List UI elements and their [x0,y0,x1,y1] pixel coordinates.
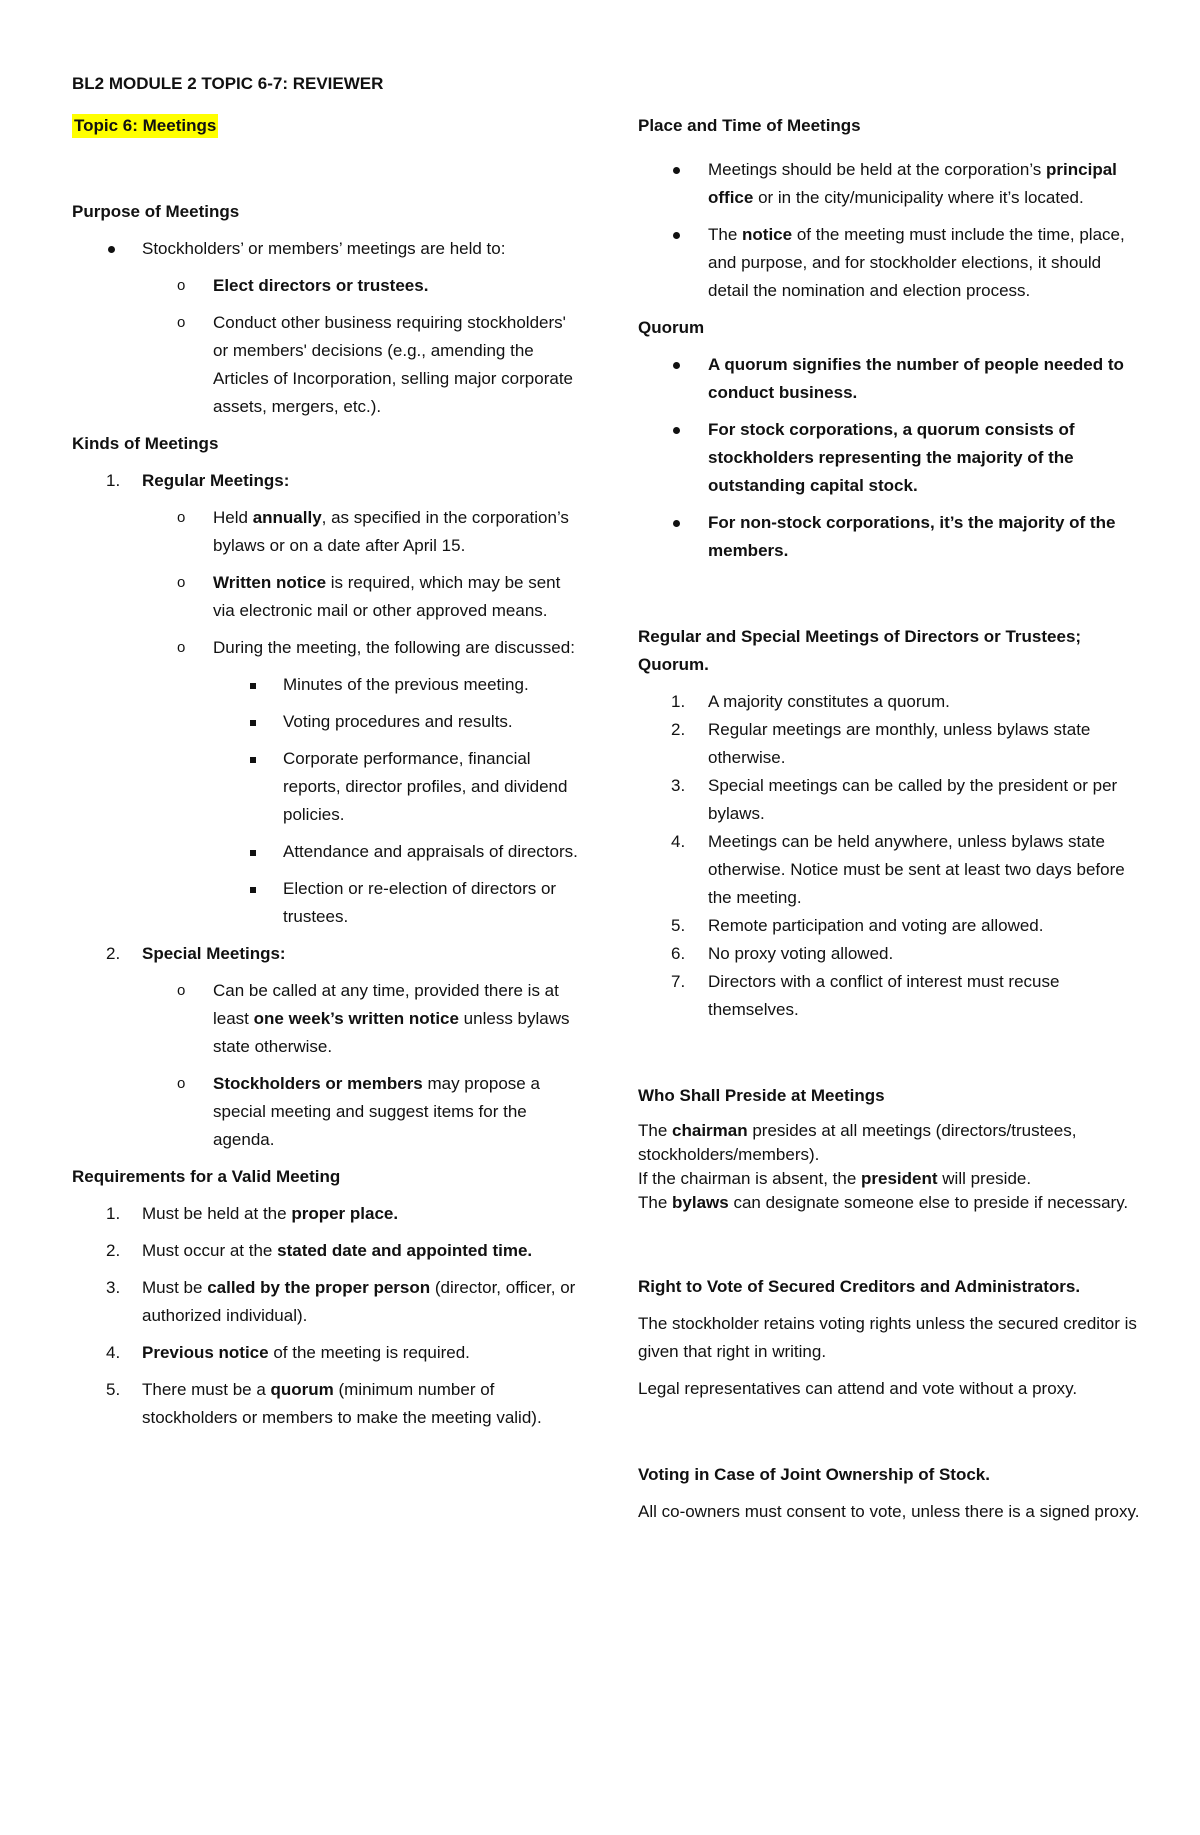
preside-line-1: The chairman presides at all meetings (directors/trustees, stockholders/members). [638,1121,1077,1164]
place-section [638,112,1143,305]
purpose-intro: Stockholders’ or members’ meetings are held to: [142,239,506,258]
joint-section [638,1461,1143,1526]
requirement-item: 1. Must be held at the proper place. [72,1200,582,1228]
circle-bullet-icon: o [177,314,186,331]
quorum-heading: Quorum [638,318,705,337]
special-meetings-item: 2. Special Meetings: [72,940,582,968]
document-title: BL2 MODULE 2 TOPIC 6-7: REVIEWER [72,74,384,93]
secured-section [638,1273,1143,1403]
list-number: 1. [671,692,686,711]
joint-heading: Voting in Case of Joint Ownership of Stock. [638,1465,990,1484]
discussed-item: Corporate performance, financial reports, director profiles, and dividend policies. [283,749,568,824]
secured-paragraph-2: Legal representatives can attend and vote without a proxy. [638,1379,1078,1398]
place-item-2: The notice of the meeting must include the time, place, and purpose, and for stockholder elections, it should detail the nomination and election process. [708,225,1125,300]
list-number: 2. [106,1241,121,1260]
directors-item: 5. Remote participation and voting are allowed. [638,912,1143,940]
left-column [72,112,582,1432]
list-number: 2. [106,944,121,963]
quorum-item: For non-stock corporations, it’s the majority of the members. [708,513,1116,560]
purpose-sub-1: o Elect directors or trustees. [72,272,582,300]
secured-heading: Right to Vote of Secured Creditors and Administrators. [638,1277,1081,1296]
discussed-item: Election or re-election of directors or trustees. [283,879,557,926]
regular-meetings-item: 1. Regular Meetings: [72,467,582,495]
discussed-item: Voting procedures and results. [283,712,513,731]
requirements-heading: Requirements for a Valid Meeting [72,1167,341,1186]
place-heading: Place and Time of Meetings [638,116,861,135]
circle-bullet-icon: o [177,982,186,999]
special-sub-a: o Can be called at any time, provided there is at least one week’s written notice unless bylaws state otherwise. [72,977,582,1061]
list-number: 5. [106,1380,121,1399]
list-number: 1. [106,471,121,490]
directors-section [638,623,1143,1024]
list-number: 3. [671,776,686,795]
list-number: 4. [106,1343,121,1362]
directors-item: 7. Directors with a conflict of interest must recuse themselves. [638,968,1143,1024]
quorum-item: For stock corporations, a quorum consists of stockholders representing the majority of the outstanding capital stock. [708,420,1075,495]
special-sub-b: o Stockholders or members may propose a special meeting and suggest items for the agenda. [72,1070,582,1154]
topic-heading [72,112,582,140]
directors-item: 6. No proxy voting allowed. [638,940,1143,968]
preside-line-2: If the chairman is absent, the president will preside. [638,1169,1032,1188]
directors-item: 4. Meetings can be held anywhere, unless bylaws state otherwise. Notice must be sent at least two days before the meeting. [638,828,1143,912]
right-column [638,112,1143,1526]
discussed-item: Attendance and appraisals of directors. [283,842,578,861]
joint-paragraph: All co-owners must consent to vote, unless there is a signed proxy. [638,1502,1140,1521]
list-number: 1. [106,1204,121,1223]
kinds-heading: Kinds of Meetings [72,434,219,453]
kinds-section [72,430,582,1154]
directors-item: 3. Special meetings can be called by the president or per bylaws. [638,772,1143,828]
preside-text [638,1119,1143,1215]
list-number: 7. [671,972,686,991]
regular-sub-a: o Held annually, as specified in the corporation’s bylaws or on a date after April 15. [72,504,582,560]
purpose-heading: Purpose of Meetings [72,202,240,221]
discussed-item: Minutes of the previous meeting. [283,675,529,694]
quorum-section [638,314,1143,565]
topic-highlight: Topic 6: Meetings [72,114,218,138]
requirement-item: 3. Must be called by the proper person (director, officer, or authorized individual). [72,1274,582,1330]
circle-bullet-icon: o [177,277,186,294]
regular-sub-b: o Written notice is required, which may be sent via electronic mail or other approved means. [72,569,582,625]
circle-bullet-icon: o [177,509,186,526]
list-number: 4. [671,832,686,851]
purpose-section [72,198,582,421]
circle-bullet-icon: o [177,1075,186,1092]
purpose-sub-2: o Conduct other business requiring stockholders' or members' decisions (e.g., amending the Articles of Incorporation, selling major corporate assets, mergers, etc.). [72,309,582,421]
directors-heading: Regular and Special Meetings of Directors or Trustees; Quorum. [638,627,1082,674]
list-number: 5. [671,916,686,935]
directors-item: 2. Regular meetings are monthly, unless bylaws state otherwise. [638,716,1143,772]
directors-item: 1. A majority constitutes a quorum. [638,688,1143,716]
requirements-section [72,1163,582,1432]
directors-list [638,688,1143,1024]
quorum-item: A quorum signifies the number of people needed to conduct business. [708,355,1124,402]
circle-bullet-icon: o [177,574,186,591]
requirement-item: 4. Previous notice of the meeting is required. [72,1339,582,1367]
regular-sub-c: o During the meeting, the following are discussed: [72,634,582,662]
preside-section [638,1082,1143,1215]
place-item-1: Meetings should be held at the corporation’s principal office or in the city/municipality where it’s located. [708,160,1117,207]
list-number: 3. [106,1278,121,1297]
list-number: 6. [671,944,686,963]
secured-paragraph-1: The stockholder retains voting rights unless the secured creditor is given that right in writing. [638,1314,1137,1361]
preside-heading: Who Shall Preside at Meetings [638,1086,885,1105]
requirement-item: 5. There must be a quorum (minimum number of stockholders or members to make the meeting valid). [72,1376,582,1432]
requirement-item: 2. Must occur at the stated date and appointed time. [72,1237,582,1265]
preside-line-3: The bylaws can designate someone else to preside if necessary. [638,1193,1129,1212]
circle-bullet-icon: o [177,639,186,656]
list-number: 2. [671,720,686,739]
